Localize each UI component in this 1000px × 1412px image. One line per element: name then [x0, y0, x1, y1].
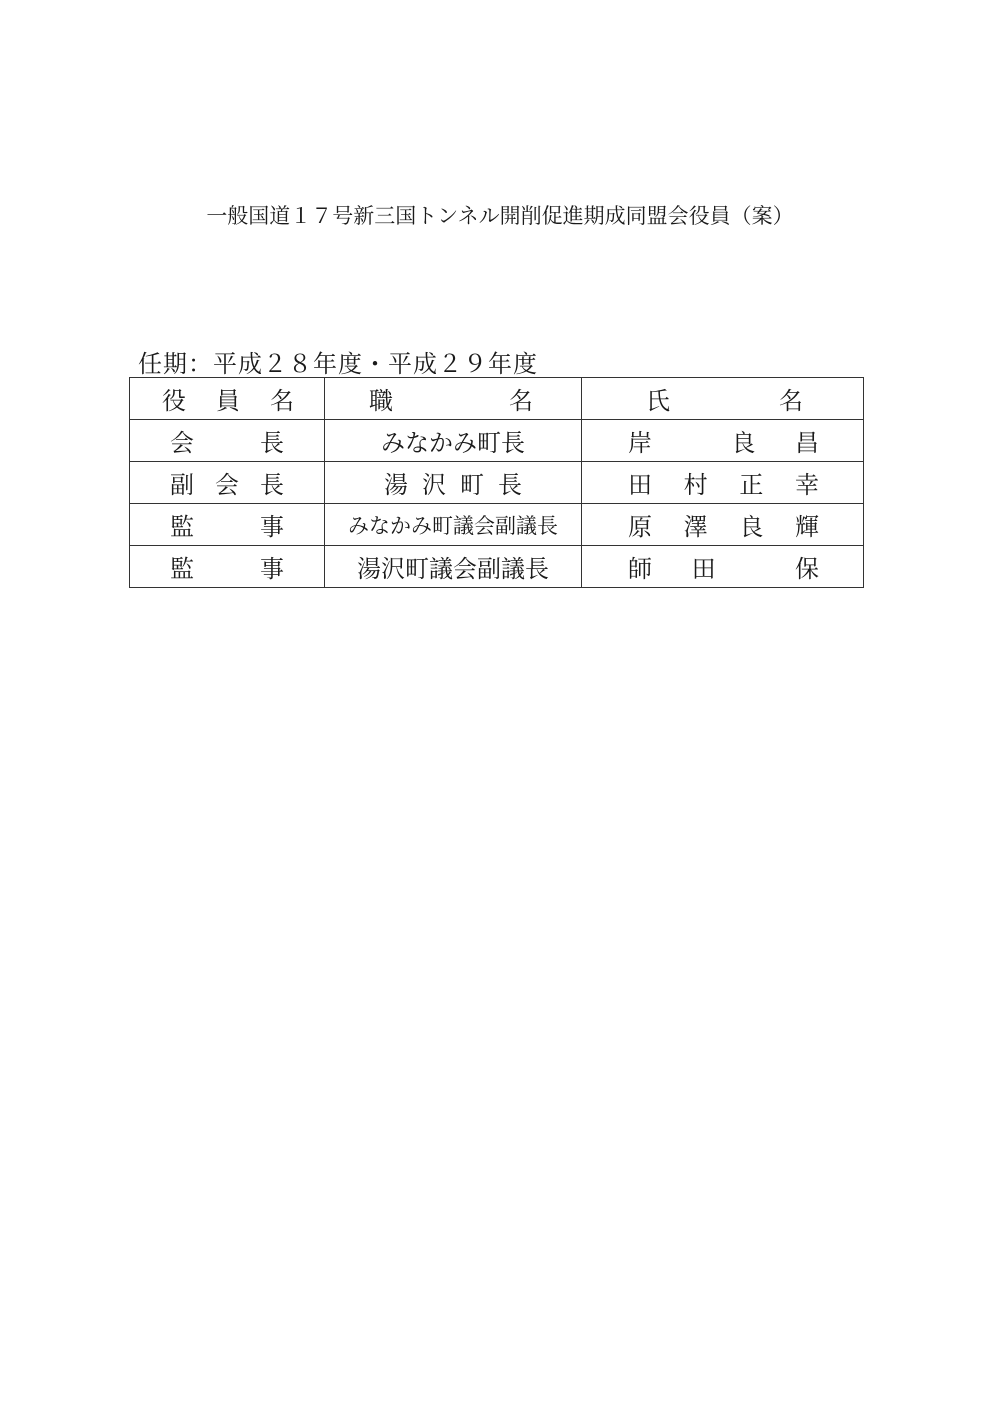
table-row	[130, 420, 864, 462]
post-cell: みなかみ町議会副議長	[325, 504, 582, 546]
name-char: 幸	[794, 471, 819, 499]
post-cell	[325, 462, 582, 504]
table-row	[130, 546, 864, 588]
name-char: 岸	[628, 429, 652, 457]
role-char: 長	[260, 429, 284, 457]
name-char: 保	[794, 555, 819, 583]
header-role-char: 員	[216, 387, 240, 415]
term-of-office: 任期：平成２８年度・平成２９年度	[138, 350, 538, 378]
header-role-char: 役	[162, 387, 186, 415]
role-cell	[130, 504, 325, 546]
name-char: 昌	[794, 429, 819, 457]
table-row	[130, 504, 864, 546]
role-cell	[130, 462, 325, 504]
name-char: 良	[731, 429, 756, 457]
role-char: 会	[215, 471, 239, 499]
role-char: 監	[170, 555, 194, 583]
table-row	[130, 462, 864, 504]
name-cell	[582, 420, 864, 462]
header-role-char: 名	[270, 387, 294, 415]
header-role	[130, 378, 325, 420]
name-char: 師	[628, 555, 652, 583]
name-char: 田	[691, 555, 716, 583]
role-char: 長	[260, 471, 284, 499]
role-char: 事	[260, 555, 284, 583]
header-post-char: 名	[509, 387, 533, 415]
name-char: 澤	[683, 513, 708, 541]
table-header-row	[130, 378, 864, 420]
name-char: 原	[628, 513, 652, 541]
role-cell	[130, 420, 325, 462]
role-char: 監	[170, 513, 194, 541]
header-post-char: 職	[369, 387, 393, 415]
post-cell: みなかみ町長	[325, 420, 582, 462]
header-post	[325, 378, 582, 420]
post-cell: 湯沢町議会副議長	[325, 546, 582, 588]
name-cell	[582, 462, 864, 504]
role-char: 会	[170, 429, 194, 457]
name-char: 良	[739, 513, 764, 541]
role-char: 副	[170, 471, 194, 499]
officers-table	[129, 377, 864, 588]
name-cell	[582, 504, 864, 546]
header-name	[582, 378, 864, 420]
post-text: 湯沢町長	[384, 471, 536, 499]
role-cell	[130, 546, 325, 588]
header-name-char: 氏	[646, 387, 670, 415]
document-title: 一般国道１７号新三国トンネル開削促進期成同盟会役員（案）	[206, 204, 794, 228]
name-char: 輝	[794, 513, 819, 541]
name-cell	[582, 546, 864, 588]
role-char: 事	[260, 513, 284, 541]
name-char: 田	[628, 471, 652, 499]
name-char: 村	[683, 471, 708, 499]
name-char: 正	[739, 471, 764, 499]
header-name-char: 名	[779, 387, 803, 415]
